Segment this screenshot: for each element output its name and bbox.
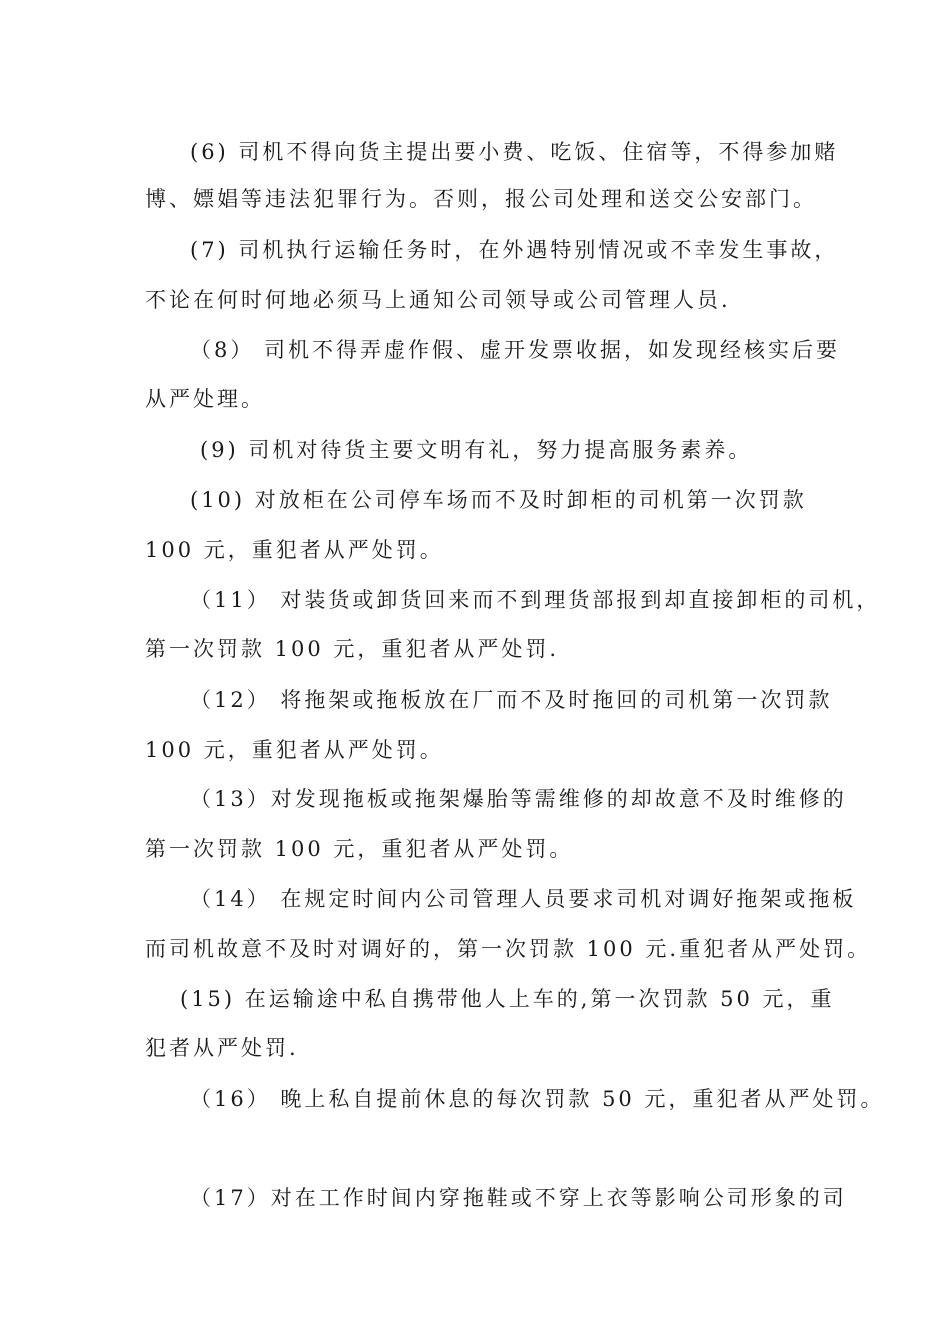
paragraph-8-line-2: 从严处理。: [145, 387, 265, 411]
paragraph-10-line-1: (10) 对放柜在公司停车场而不及时卸柜的司机第一次罚款: [190, 488, 807, 512]
paragraph-9-line-1: (9) 司机对待货主要文明有礼，努力提高服务素养。: [200, 438, 753, 462]
paragraph-15-line-1: (15) 在运输途中私自携带他人上车的,第一次罚款 50 元，重: [180, 987, 835, 1011]
paragraph-6-line-1: (6) 司机不得向货主提出要小费、吃饭、住宿等，不得参加赌: [190, 140, 839, 164]
paragraph-16-line-1: （16） 晚上私自提前休息的每次罚款 50 元，重犯者从严处罚。: [190, 1087, 885, 1111]
paragraph-13-line-1: （13）对发现拖板或拖架爆胎等需维修的却故意不及时维修的: [190, 787, 847, 811]
paragraph-10-line-2: 100 元，重犯者从严处罚。: [145, 538, 444, 562]
paragraph-14-line-2: 而司机故意不及时对调好的，第一次罚款 100 元.重犯者从严处罚。: [145, 937, 872, 961]
paragraph-12-line-2: 100 元，重犯者从严处罚。: [145, 738, 444, 762]
paragraph-13-line-2: 第一次罚款 100 元，重犯者从严处罚。: [145, 837, 574, 861]
paragraph-11-line-2: 第一次罚款 100 元，重犯者从严处罚.: [145, 637, 560, 661]
paragraph-7-line-2: 不论在何时何地必须马上通知公司领导或公司管理人员.: [145, 288, 731, 312]
paragraph-11-line-1: （11） 对装货或卸货回来而不到理货部报到却直接卸柜的司机，: [190, 588, 881, 612]
paragraph-14-line-1: （14） 在规定时间内公司管理人员要求司机对调好拖架或拖板: [190, 887, 857, 911]
paragraph-17-line-1: （17）对在工作时间内穿拖鞋或不穿上衣等影响公司形象的司: [190, 1186, 847, 1210]
paragraph-12-line-1: （12） 将拖架或拖板放在厂而不及时拖回的司机第一次罚款: [190, 688, 833, 712]
paragraph-8-line-1: （8） 司机不得弄虚作假、虚开发票收据，如发现经核实后要: [190, 338, 841, 362]
paragraph-15-line-2: 犯者从严处罚.: [145, 1036, 299, 1060]
paragraph-7-line-1: (7) 司机执行运输任务时，在外遇特别情况或不幸发生事故，: [190, 238, 839, 262]
paragraph-6-line-2: 博、嫖娼等违法犯罪行为。否则，报公司处理和送交公安部门。: [145, 187, 817, 211]
